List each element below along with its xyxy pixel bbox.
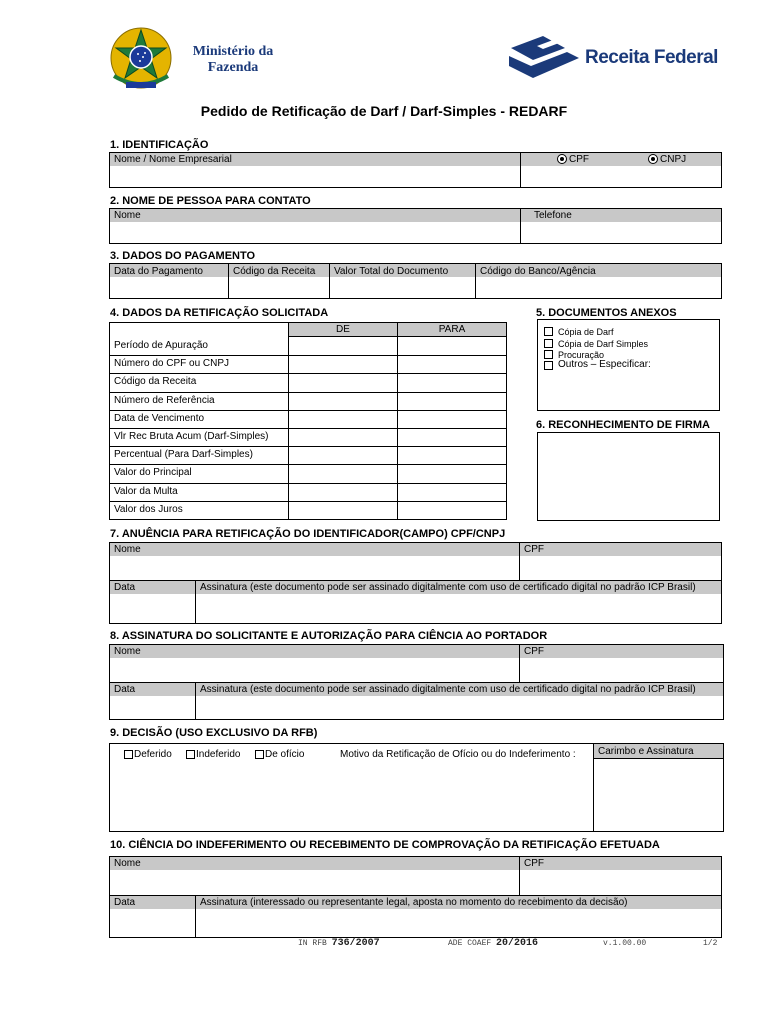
consent-cpf-field[interactable] <box>520 556 721 580</box>
ack-signature-field[interactable] <box>196 909 721 937</box>
attach-darf-simples-checkbox[interactable] <box>544 339 553 348</box>
ack-name-label: Nome <box>114 858 141 869</box>
ack-cpf-field[interactable] <box>520 870 721 895</box>
applicant-sign-label: Assinatura (este documento pode ser assinado digitalmente com uso de certificado digital no padrão ICP Brasil) <box>200 684 696 695</box>
brazil-coat-of-arms-icon <box>106 24 176 94</box>
attach-outros-label: Outros – Especificar: <box>558 359 651 370</box>
para-field[interactable] <box>398 393 506 410</box>
cnpj-radio-label: CNPJ <box>660 154 687 165</box>
para-field[interactable] <box>398 429 506 446</box>
rectification-row-label: Número de Referência <box>114 395 215 406</box>
bank-code-label: Código do Banco/Agência <box>480 266 596 277</box>
para-field[interactable] <box>398 465 506 482</box>
footer-ade-label: ADE COAEF <box>448 939 492 948</box>
deferido-label: Deferido <box>134 749 172 760</box>
section-5-heading: 5. DOCUMENTOS ANEXOS <box>536 307 677 319</box>
para-field[interactable] <box>398 447 506 464</box>
stamp-label: Carimbo e Assinatura <box>598 746 694 757</box>
rectification-row-label: Vlr Rec Bruta Acum (Darf-Simples) <box>114 431 269 442</box>
col-para-label: PARA <box>438 324 466 335</box>
attach-darf-label: Cópia de Darf <box>558 327 614 337</box>
de-oficio-checkbox[interactable] <box>255 750 264 759</box>
name-label: Nome / Nome Empresarial <box>114 154 232 165</box>
rectification-row-label: Código da Receita <box>114 376 197 387</box>
form-title: Pedido de Retificação de Darf / Darf-Simples - REDARF <box>200 103 568 119</box>
consent-cpf-label: CPF <box>524 544 544 555</box>
de-field[interactable] <box>289 429 397 446</box>
revenue-code-field[interactable] <box>229 277 329 298</box>
stamp-field[interactable] <box>594 759 723 831</box>
para-field[interactable] <box>398 356 506 373</box>
rectification-row-label: Valor dos Juros <box>114 504 183 515</box>
attach-outros-checkbox[interactable] <box>544 361 553 370</box>
contact-name-field[interactable] <box>110 222 520 243</box>
motivo-field[interactable] <box>110 764 593 831</box>
identification-name-field[interactable] <box>110 166 520 187</box>
ack-date-label: Data <box>114 897 136 908</box>
de-field[interactable] <box>289 447 397 464</box>
applicant-name-field[interactable] <box>110 658 519 682</box>
motivo-label: Motivo da Retificação de Ofício ou do Indeferimento : <box>340 749 576 760</box>
section-4-heading: 4. DADOS DA RETIFICAÇÃO SOLICITADA <box>110 307 329 319</box>
rectification-row-label: Valor do Principal <box>114 467 192 478</box>
para-field[interactable] <box>398 502 506 519</box>
payment-date-label: Data do Pagamento <box>114 266 203 277</box>
footer-ade-number: 20/2016 <box>496 938 539 949</box>
section-9-heading: 9. DECISÃO (USO EXCLUSIVO DA RFB) <box>110 727 318 739</box>
contact-phone-label: Telefone <box>534 210 572 221</box>
footer-ade <box>448 938 538 949</box>
applicant-date-label: Data <box>114 684 136 695</box>
section-10-heading: 10. CIÊNCIA DO INDEFERIMENTO OU RECEBIMENTO DE COMPROVAÇÃO DA RETIFICAÇÃO EFETUADA <box>110 839 660 851</box>
cnpj-radio[interactable] <box>648 154 658 164</box>
applicant-name-label: Nome <box>114 646 141 657</box>
de-field[interactable] <box>289 338 397 355</box>
de-field[interactable] <box>289 502 397 519</box>
consent-signature-field[interactable] <box>196 594 721 623</box>
ministry-line-2: Fazenda <box>207 60 259 75</box>
section-1-heading: 1. IDENTIFICAÇÃO <box>110 139 209 151</box>
section-2-heading: 2. NOME DE PESSOA PARA CONTATO <box>110 195 311 207</box>
bank-code-field[interactable] <box>476 277 721 298</box>
de-field[interactable] <box>289 465 397 482</box>
footer-in-rfb-label: IN RFB <box>298 939 327 948</box>
section-7-heading: 7. ANUÊNCIA PARA RETIFICAÇÃO DO IDENTIFICADOR(CAMPO) CPF/CNPJ <box>110 528 506 540</box>
para-field[interactable] <box>398 484 506 501</box>
ministry-line-1: Ministério da <box>192 44 274 59</box>
attach-darf-checkbox[interactable] <box>544 327 553 336</box>
de-field[interactable] <box>289 356 397 373</box>
section-8-heading: 8. ASSINATURA DO SOLICITANTE E AUTORIZAÇÃO PARA CIÊNCIA AO PORTADOR <box>110 630 548 642</box>
attach-procuracao-checkbox[interactable] <box>544 350 553 359</box>
contact-name-label: Nome <box>114 210 141 221</box>
footer-version: v.1.00.00 <box>603 939 647 948</box>
deferido-checkbox[interactable] <box>124 750 133 759</box>
de-field[interactable] <box>289 411 397 428</box>
indeferido-checkbox[interactable] <box>186 750 195 759</box>
consent-name-field[interactable] <box>110 556 519 580</box>
applicant-cpf-field[interactable] <box>520 658 723 682</box>
footer-page: 1/2 <box>703 939 718 948</box>
footer-in-rfb <box>298 938 380 949</box>
para-field[interactable] <box>398 338 506 355</box>
rectification-row-label: Período de Apuração <box>114 340 208 351</box>
cpf-radio[interactable] <box>557 154 567 164</box>
ack-cpf-label: CPF <box>524 858 544 869</box>
rectification-row-label: Número do CPF ou CNPJ <box>114 358 230 369</box>
para-field[interactable] <box>398 411 506 428</box>
de-field[interactable] <box>289 484 397 501</box>
total-value-label: Valor Total do Documento <box>334 266 449 277</box>
applicant-date-field[interactable] <box>110 696 195 719</box>
section-6-heading: 6. RECONHECIMENTO DE FIRMA <box>536 419 710 431</box>
attach-procuracao-label: Procuração <box>558 350 605 360</box>
de-field[interactable] <box>289 374 397 391</box>
ministry-name <box>178 44 288 76</box>
para-field[interactable] <box>398 374 506 391</box>
de-oficio-label: De ofício <box>265 749 305 760</box>
consent-name-label: Nome <box>114 544 141 555</box>
consent-date-field[interactable] <box>110 594 195 623</box>
rectification-row-label: Data de Vencimento <box>114 413 205 424</box>
brand-name: Receita Federal <box>585 47 718 68</box>
footer-in-rfb-number: 736/2007 <box>331 938 380 949</box>
rectification-row-label: Percentual (Para Darf-Simples) <box>114 449 253 460</box>
ack-name-field[interactable] <box>110 870 519 895</box>
consent-sign-label: Assinatura (este documento pode ser assinado digitalmente com uso de certificado digital no padrão ICP Brasil) <box>200 582 696 593</box>
applicant-cpf-label: CPF <box>524 646 544 657</box>
receita-federal-logo-icon <box>507 34 583 80</box>
ack-sign-label: Assinatura (interessado ou representante legal, aposta no momento do recebimento da decisão) <box>200 897 628 908</box>
total-value-field[interactable] <box>330 277 475 298</box>
consent-date-label: Data <box>114 582 136 593</box>
attach-darf-simples-label: Cópia de Darf Simples <box>558 339 649 349</box>
de-field[interactable] <box>289 393 397 410</box>
rectification-row-label: Valor da Multa <box>114 486 178 497</box>
col-de-label: DE <box>336 324 350 335</box>
revenue-code-label: Código da Receita <box>233 266 316 277</box>
section-3-heading: 3. DADOS DO PAGAMENTO <box>110 250 256 262</box>
notary-box[interactable] <box>537 432 720 521</box>
contact-phone-field[interactable] <box>521 222 721 243</box>
indeferido-label: Indeferido <box>196 749 241 760</box>
payment-date-field[interactable] <box>110 277 228 298</box>
applicant-signature-field[interactable] <box>196 696 723 719</box>
cpf-radio-label: CPF <box>569 154 589 165</box>
ack-date-field[interactable] <box>110 909 195 937</box>
